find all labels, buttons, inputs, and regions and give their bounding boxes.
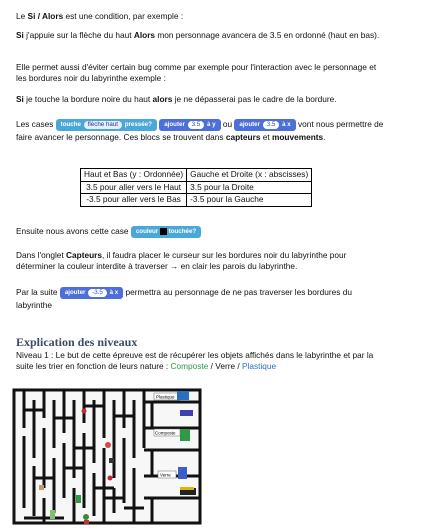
table-header: Haut et Bas (y : Ordonnée) bbox=[81, 169, 187, 182]
couleur-paragraph: Ensuite nous avons cette case couleur touchée? bbox=[16, 226, 388, 238]
border-example-paragraph: Si je touche la bordure noire du haut alors je ne dépasserai pas le cadre de la bordure. bbox=[16, 94, 337, 104]
change-x-block: ajouter 3.5 à x bbox=[234, 119, 295, 130]
trash-lid-icon bbox=[180, 487, 194, 490]
direction-table bbox=[80, 168, 312, 207]
capteurs-paragraph: Dans l'onglet Capteurs, il faudra placer le curseur sur les bordures noir du labyrinthe pour déterminer la couleur interdite à traverser → en clair les parois du labyrinthe. bbox=[16, 250, 347, 271]
bug-paragraph: Elle permet aussi d'éviter certain bug comme par exemple pour l'interaction avec le personnage et les bordures noir du labyrinthe exemple : bbox=[16, 62, 377, 83]
crumb-object-icon bbox=[39, 485, 44, 490]
table-cell: 3.5 pour aller vers le Haut bbox=[81, 181, 187, 194]
plastique-label: Plastique bbox=[156, 394, 175, 400]
table-row bbox=[81, 181, 312, 194]
composte-bin-icon bbox=[180, 429, 190, 441]
niveau-paragraph: Niveau 1 : Le but de cette épreuve est de récupérer les objets affichés dans le labyrinthe et par la suite les trier en fonction de leurs nature : Composte / Verre / Plastique bbox=[16, 350, 374, 371]
dark-object-icon bbox=[109, 458, 114, 463]
glass-bottle-icon bbox=[50, 510, 55, 519]
example-arrow-paragraph: Si j'appuie sur la flèche du haut Alors mon personnage avancera de 3.5 en ordonné (haut en bas). bbox=[16, 30, 380, 40]
color-swatch bbox=[160, 228, 167, 235]
verre-bin-icon bbox=[178, 467, 187, 479]
cases-paragraph: Les cases touche flèche haut pressée? ajouter 3.5 à y ou ajouter 3.5 à x vont nous permettre de faire avancer le personnage. Ces blocs se trouvent dans capteurs et mouvements. bbox=[16, 119, 384, 142]
table-row bbox=[81, 194, 312, 207]
red-object-icon bbox=[105, 442, 111, 448]
table-cell: 3.5 pour la Droite bbox=[187, 181, 312, 194]
green-bottle-icon bbox=[76, 495, 81, 503]
table-cell: -3.5 pour aller vers le Bas bbox=[81, 194, 187, 207]
plastique-bin-icon bbox=[177, 391, 189, 400]
change-y-block: ajouter 3.5 à y bbox=[159, 119, 220, 130]
section-heading: Explication des niveaux bbox=[16, 335, 138, 349]
table-cell: -3.5 pour la Gauche bbox=[187, 194, 312, 207]
key-pressed-block: touche flèche haut pressée? bbox=[56, 119, 157, 130]
suite-paragraph: Par la suite ajouter -3.5 à x permettra au personnage de ne pas traverser les bordures du labyrinthe bbox=[16, 287, 352, 310]
character-body-icon bbox=[84, 520, 89, 524]
table-header: Gauche et Droite (x : abscisses) bbox=[187, 169, 312, 182]
table-header-row bbox=[81, 169, 312, 182]
verre-label: Verre bbox=[160, 472, 171, 478]
color-touching-block: couleur touchée? bbox=[131, 226, 201, 238]
composte-label: Composte bbox=[155, 430, 176, 436]
change-x-negative-block: ajouter -3.5 à x bbox=[60, 287, 123, 298]
apple-object-icon bbox=[82, 409, 87, 414]
character-icon bbox=[83, 514, 89, 520]
intro-paragraph: Le Si / Alors est une condition, par exemple : bbox=[16, 11, 184, 21]
plastic-object-icon bbox=[180, 410, 193, 416]
maze-image bbox=[12, 388, 202, 525]
fruit-object-icon bbox=[108, 476, 113, 481]
